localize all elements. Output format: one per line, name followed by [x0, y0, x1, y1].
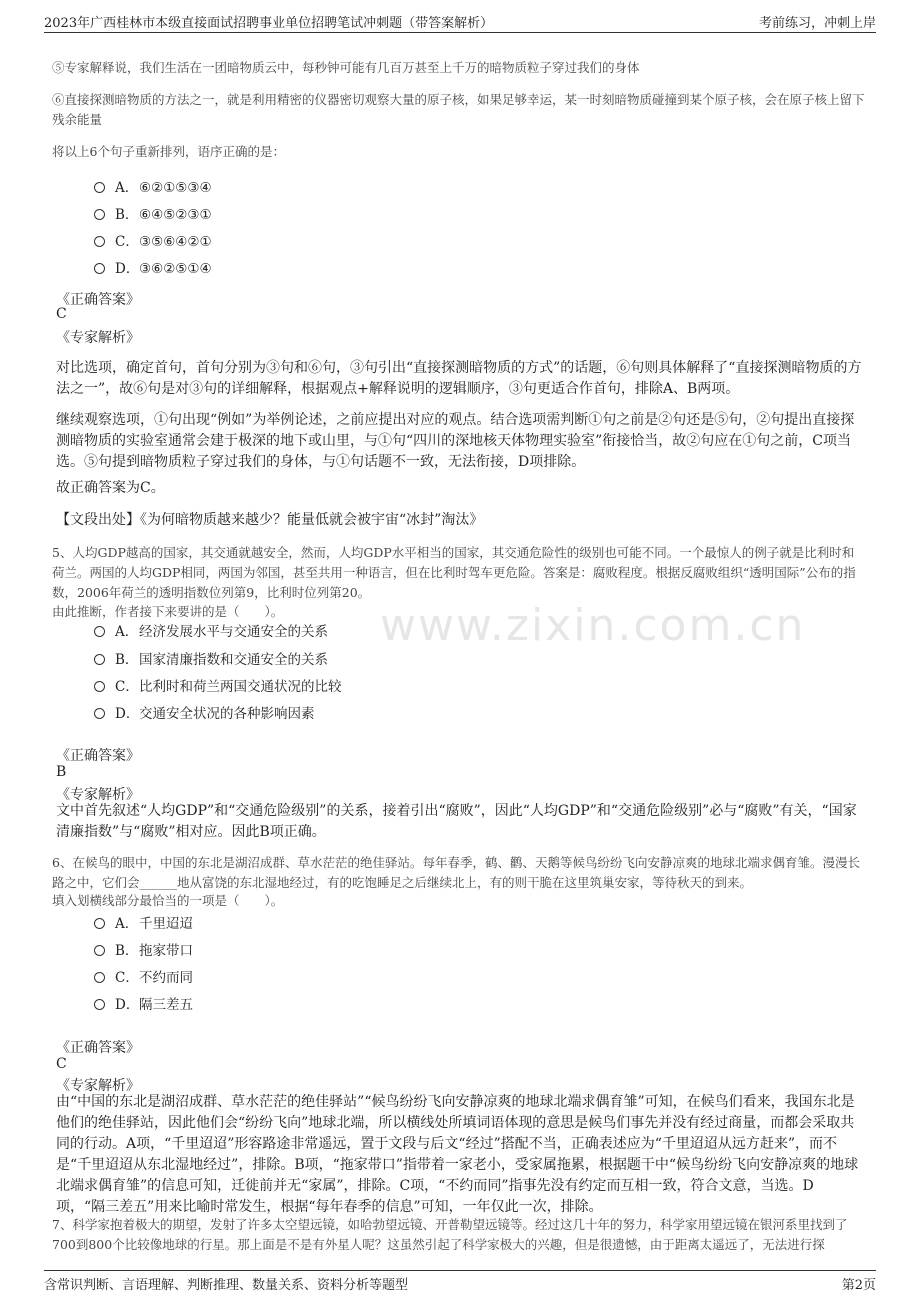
footer-topics: 含常识判断、言语理解、判断推理、数量关系、资料分析等题型	[44, 1278, 409, 1293]
q6-option-a[interactable]: A．千里迢迢	[94, 914, 193, 934]
q6-option-c[interactable]: C．不约而同	[94, 968, 193, 988]
q6-answer: C	[56, 1056, 67, 1072]
q4-option-c[interactable]: C．③⑤⑥④②①	[94, 232, 212, 252]
q5-option-d[interactable]: D．交通安全状况的各种影响因素	[94, 704, 315, 724]
radio-icon[interactable]	[94, 209, 105, 220]
page-header	[44, 12, 876, 33]
q4-analysis-2: 继续观察选项，①句出现“例如”为举例论述，之前应提出对应的观点。结合选项需判断①句之前是②句还是⑤句，②句提出直接探测暗物质的实验室通常会建于极深的地下或山里，与①句“四川的深地核天体物理实验室”衔接恰当，故②句应在①句之前，C项当选。⑤句提到暗物质粒子穿过我们的身体，与①句话题不一致，无法衔接，D项排除。	[56, 412, 855, 470]
q5-stem: 5、人均GDP越高的国家，其交通就越安全，然而，人均GDP水平相当的国家，其交通危险性的级别也可能不同。一个最惊人的例子就是比利时和荷兰。两国的人均GDP相同，两国为邻国，甚至共用一种语言，但在比利时驾车更危险。答案是：腐败程度。根据反腐败组织“透明国际”公布的指数，2006年荷兰的透明指数位列第9，比利时位列第20。	[52, 545, 856, 600]
q5-answer: B	[56, 764, 67, 780]
q5-analysis-label: 《专家解析》	[56, 787, 140, 803]
radio-icon[interactable]	[94, 972, 105, 983]
q6-answer-label: 《正确答案》	[56, 1040, 140, 1056]
q4-source: 【文段出处】《为何暗物质越来越少？能量低就会被宇宙“冰封”淘汰》	[56, 512, 484, 528]
radio-icon[interactable]	[94, 945, 105, 956]
page-footer	[44, 1270, 876, 1294]
q4-sentence-6: ⑥直接探测暗物质的方法之一，就是利用精密的仪器密切观察大量的原子核，如果足够幸运，某一时刻暗物质碰撞到某个原子核，会在原子核上留下残余能量	[52, 92, 865, 127]
q6-stem: 6、在候鸟的眼中，中国的东北是湖沼成群、草水茫茫的绝佳驿站。每年春季，鹤、鹳、天鹅等候鸟纷纷飞向安静凉爽的地球北端求偶育雏。漫漫长路之中，它们会______地从富饶的东北湿地经过，有的吃饱睡足之后继续北上，有的则干脆在这里筑巢安家，等待秋天的到来。	[52, 855, 860, 890]
q4-analysis-label: 《专家解析》	[56, 330, 140, 346]
q4-analysis-3: 故正确答案为C。	[56, 480, 165, 496]
radio-icon[interactable]	[94, 263, 105, 274]
radio-icon[interactable]	[94, 654, 105, 665]
q5-answer-label: 《正确答案》	[56, 748, 140, 764]
radio-icon[interactable]	[94, 182, 105, 193]
q6-option-d[interactable]: D．隔三差五	[94, 995, 193, 1015]
q4-answer: C	[56, 306, 67, 322]
q6-option-b[interactable]: B．拖家带口	[94, 941, 193, 961]
watermark: www.zixin.com.cn	[380, 600, 806, 651]
radio-icon[interactable]	[94, 918, 105, 929]
radio-icon[interactable]	[94, 626, 105, 637]
q5-option-a[interactable]: A．经济发展水平与交通安全的关系	[94, 622, 328, 642]
q5-option-c[interactable]: C．比利时和荷兰两国交通状况的比较	[94, 677, 342, 697]
q5-option-b[interactable]: B．国家清廉指数和交通安全的关系	[94, 650, 328, 670]
radio-icon[interactable]	[94, 999, 105, 1010]
radio-icon[interactable]	[94, 708, 105, 719]
q6-analysis: 由“中国的东北是湖沼成群、草水茫茫的绝佳驿站”“候鸟纷纷飞向安静凉爽的地球北端求偶育雏”可知，在候鸟们看来，我国东北是他们的绝佳驿站，因此他们会“纷纷飞向”地球北端，所以横线处所填词语体现的意思是候鸟们事先并没有经过商量，而都会采取共同的行动。A项，“千里迢迢”形容路途非常遥远，置于文段与后文“经过”搭配不当，正确表述应为“千里迢迢从远方赶来”，而不是“千里迢迢从东北湿地经过”，排除。B项，“拖家带口”指带着一家老小，受家属拖累，根据题干中“候鸟纷纷飞向安静凉爽的地球北端求偶育雏”的信息可知，迁徙前并无“家属”，排除。C项，“不约而同”指事先没有约定而互相一致，符合文意，当选。D项，“隔三差五”用来比喻时常发生，根据“每年春季的信息”可知，一年仅此一次，排除。	[56, 1094, 859, 1215]
q4-answer-label: 《正确答案》	[56, 292, 140, 308]
radio-icon[interactable]	[94, 681, 105, 692]
q6-prompt: 填入划横线部分最恰当的一项是（ ）。	[52, 893, 284, 908]
q4-option-d[interactable]: D．③⑥②⑤①④	[94, 259, 212, 279]
q4-prompt: 将以上6个句子重新排列，语序正确的是：	[52, 144, 285, 159]
q5-analysis: 文中首先叙述“人均GDP”和“交通危险级别”的关系，接着引出“腐败”，因此“人均GDP”和“交通危险级别”必与“腐败”有关，“国家清廉指数”与“腐败”相对应。因此B项正确。	[56, 803, 857, 840]
q5-prompt: 由此推断，作者接下来要讲的是（ ）。	[52, 604, 284, 619]
q6-analysis-label: 《专家解析》	[56, 1078, 140, 1094]
q4-sentence-5: ⑤专家解释说，我们生活在一团暗物质云中，每秒钟可能有几百万甚至上千万的暗物质粒子穿过我们的身体	[52, 60, 640, 75]
radio-icon[interactable]	[94, 236, 105, 247]
q7-stem: 7、科学家抱着极大的期望，发射了许多太空望远镜，如哈勃望远镜、开普勒望远镜等。经过这几十年的努力，科学家用望远镜在银河系里找到了700到800个比较像地球的行星。那上面是不是有外星人呢？这虽然引起了科学家极大的兴趣，但是很遗憾，由于距离太遥远了，无法进行探	[52, 1217, 848, 1252]
q4-option-b[interactable]: B．⑥④⑤②③①	[94, 205, 212, 225]
page-number: 第2页	[841, 1278, 876, 1293]
header-slogan: 考前练习，冲刺上岸	[758, 16, 876, 31]
q4-option-a[interactable]: A．⑥②①⑤③④	[94, 178, 212, 198]
document-title: 2023年广西桂林市本级直接面试招聘事业单位招聘笔试冲刺题（带答案解析）	[44, 16, 494, 31]
q4-analysis-1: 对比选项，确定首句，首句分别为③句和⑥句，③句引出“直接探测暗物质的方式”的话题，⑥句则具体解释了“直接探测暗物质的方法之一”，故⑥句是对③句的详细解释，根据观点+解释说明的逻辑顺序，③句更适合作首句，排除A、B两项。	[56, 360, 862, 397]
